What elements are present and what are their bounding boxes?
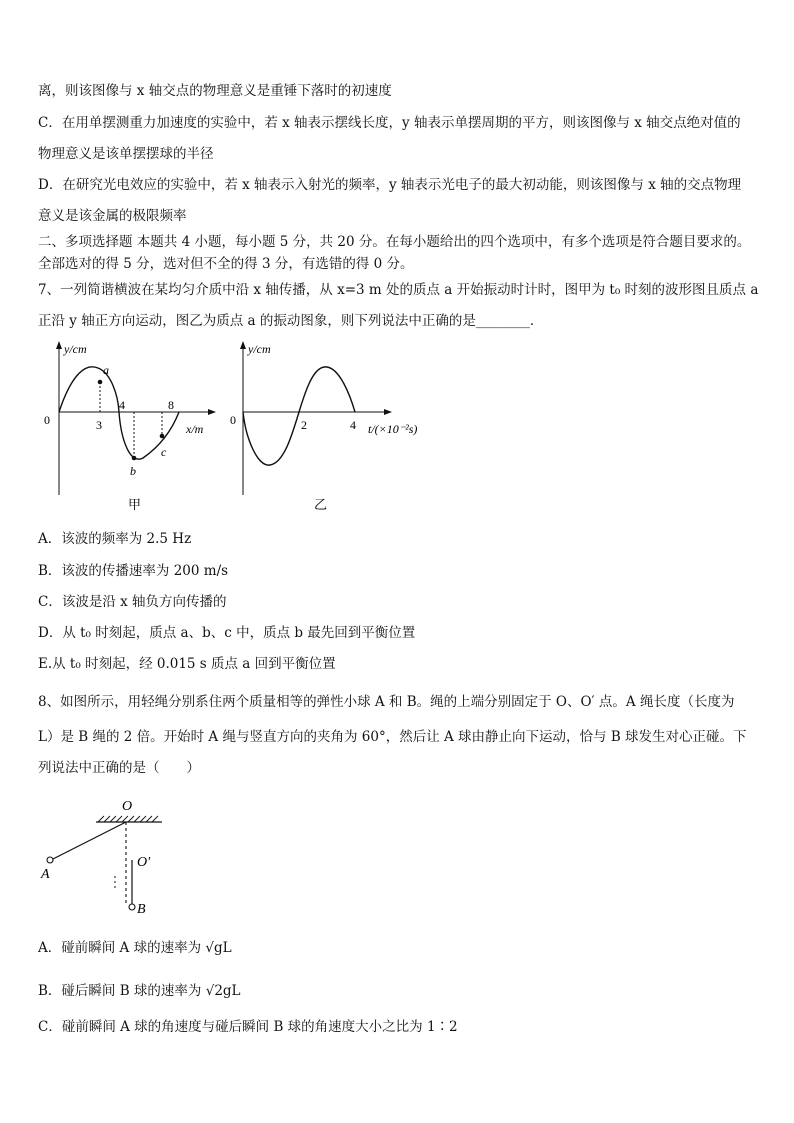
question-8-stem-3: 列说法中正确的是（ ） [38, 760, 200, 776]
label-o-prime: O′ [137, 855, 151, 870]
text-line-1: 离，则该图像与 x 轴交点的物理意义是重锤下落时的初速度 [38, 83, 392, 99]
point-c-label: c [161, 445, 167, 459]
point-a-dot [98, 380, 103, 385]
yi-caption: 乙 [314, 497, 328, 512]
yi-tick-2: 2 [301, 418, 307, 432]
q8-option-a: A．碰前瞬间 A 球的速率为 √gL [38, 940, 232, 956]
yi-origin-label: 0 [230, 413, 236, 427]
figure-pendulum [38, 792, 188, 922]
jia-tick-3: 3 [96, 418, 102, 432]
point-a-label: a [103, 363, 109, 377]
q8-option-b: B．碰后瞬间 B 球的速率为 √2gL [38, 983, 241, 999]
jia-x-axis-label: x/m [186, 422, 204, 436]
question-7-stem-2: 正沿 y 轴正方向运动，图乙为质点 a 的振动图象，则下列说法中正确的是________． [38, 313, 544, 329]
point-b-dot [132, 456, 137, 461]
point-b-label: b [130, 464, 136, 478]
ball-b [129, 904, 135, 910]
jia-tick-4: 4 [119, 398, 125, 412]
question-8-stem-1: 8、如图所示，用轻绳分别系住两个质量相等的弹性小球 A 和 B。绳的上端分别固定于 O、O′ 点。A 绳长度（长度为 [38, 694, 735, 710]
q7-option-e: E.从 t₀ 时刻起，经 0.015 s 质点 a 回到平衡位置 [38, 656, 336, 672]
q7-option-c: C．该波是沿 x 轴负方向传播的 [38, 594, 227, 610]
jia-tick-8: 8 [168, 398, 174, 412]
text-line-5: 意义是该金属的极限频率 [38, 208, 187, 224]
yi-tick-4: 4 [350, 418, 356, 432]
question-7-stem-1: 7、一列简谐横波在某均匀介质中沿 x 轴传播，从 x=3 m 处的质点 a 开始振动时计时，图甲为 t₀ 时刻的波形图且质点 a [38, 282, 759, 298]
jia-origin-label: 0 [44, 413, 50, 427]
figure-jia-wave-graph [40, 335, 220, 515]
question-8-stem-2: L）是 B 绳的 2 倍。开始时 A 绳与竖直方向的夹角为 60°，然后让 A 球由静止向下运动，恰与 B 球发生对心正碰。下 [38, 729, 747, 745]
yi-y-axis-label: y/cm [248, 342, 271, 356]
q8-option-c: C．碰前瞬间 A 球的角速度与碰后瞬间 B 球的角速度大小之比为 1∶2 [38, 1019, 458, 1035]
jia-y-axis-label: y/cm [64, 342, 87, 356]
point-c-dot [160, 434, 165, 439]
text-line-2: C．在用单摆测重力加速度的实验中，若 x 轴表示摆线长度，y 轴表示单摆周期的平方，则该图像与 x 轴交点绝对值的 [38, 115, 741, 131]
text-line-3: 物理意义是该单摆摆球的半径 [38, 146, 214, 162]
q7-option-a: A．该波的频率为 2.5 Hz [38, 531, 192, 547]
label-b: B [137, 902, 146, 917]
text-line-7: 全部选对的得 5 分，选对但不全的得 3 分，有选错的得 0 分。 [38, 256, 414, 272]
jia-caption: 甲 [128, 497, 142, 512]
q7-option-b: B．该波的传播速率为 200 m/s [38, 563, 229, 579]
yi-x-axis-label: t/(×10⁻²s) [368, 422, 418, 436]
ball-a [47, 857, 53, 863]
label-o: O [122, 799, 133, 814]
label-a: A [41, 867, 50, 882]
figure-yi-vibration-graph [226, 335, 426, 515]
q7-option-d: D．从 t₀ 时刻起，质点 a、b、c 中，质点 b 最先回到平衡位置 [38, 625, 416, 641]
section-heading-multiple-choice: 二、多项选择题 本题共 4 小题，每小题 5 分，共 20 分。在每小题给出的四个选项中，有多个选项是符合题目要求的。 [38, 234, 751, 250]
text-line-4: D．在研究光电效应的实验中，若 x 轴表示入射光的频率，y 轴表示光电子的最大初动能，则该图像与 x 轴的交点物理 [38, 177, 742, 193]
